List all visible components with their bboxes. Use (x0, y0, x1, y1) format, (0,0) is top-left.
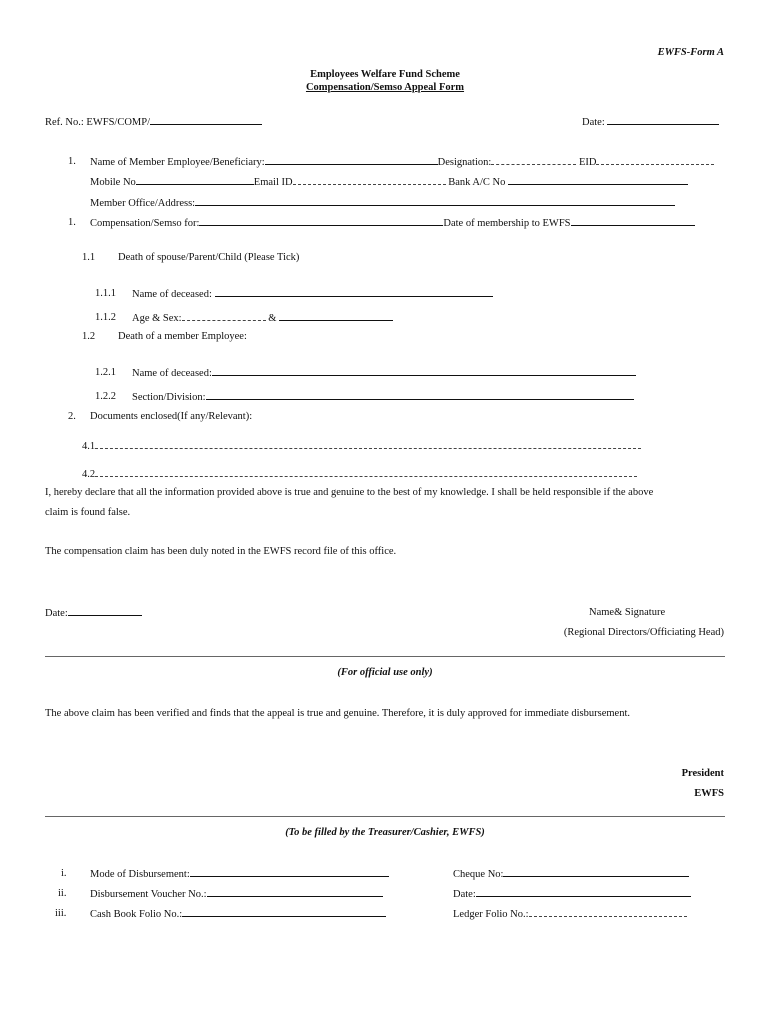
deceased-name-row: Name of deceased: (132, 287, 493, 301)
membership-date-input[interactable] (571, 216, 695, 226)
document-1-input[interactable] (95, 439, 641, 449)
president-label: President (681, 768, 724, 779)
form-title: Employees Welfare Fund Scheme (310, 69, 460, 80)
voucher-date-row: Date: (453, 887, 691, 901)
sub-1-1-2-number: 1.1.2 (95, 312, 116, 323)
row-ii-number: ii. (58, 888, 67, 899)
sex-input[interactable] (279, 311, 393, 321)
voucher-no-input[interactable] (207, 887, 383, 897)
form-subtitle: Compensation/Semso Appeal Form (305, 82, 465, 93)
designation-input[interactable] (491, 155, 576, 165)
noted-statement: The compensation claim has been duly noted in the EWFS record file of this office. (45, 546, 397, 557)
document-1-row: 4.1 (82, 439, 641, 453)
cheque-no-row: Cheque No: (453, 867, 689, 881)
eid-input[interactable] (596, 155, 714, 165)
form-code: EWFS-Form A (657, 47, 724, 58)
deceased-name-input[interactable] (215, 287, 493, 297)
contact-row: Mobile No Email ID Bank A/C No (90, 175, 688, 189)
employee-deceased-row: Name of deceased: (132, 366, 636, 380)
ref-no-input[interactable] (150, 115, 262, 125)
disbursement-mode-input[interactable] (190, 867, 389, 877)
mobile-input[interactable] (136, 175, 254, 185)
document-2-input[interactable] (95, 467, 637, 477)
employee-deceased-input[interactable] (212, 366, 636, 376)
ref-no-field: Ref. No.: EWFS/COMP/ (45, 115, 262, 129)
row-i-number: i. (61, 868, 67, 879)
declaration-line-1: I, hereby declare that all the information provided above is true and genuine to the best of my knowledge. I shall be held responsible if the above (45, 487, 654, 498)
compensation-row: Compensation/Semso for: Date of membership to EWFS (90, 216, 695, 230)
sub-1-2-1-number: 1.2.1 (95, 367, 116, 378)
sub-1-2-2-number: 1.2.2 (95, 391, 116, 402)
declaration-line-2: claim is found false. (45, 507, 131, 518)
ewfs-label: EWFS (694, 788, 724, 799)
section-2-number: 1. (68, 217, 76, 228)
bank-account-input[interactable] (508, 175, 688, 185)
compensation-input[interactable] (199, 216, 443, 226)
date-2-input[interactable] (68, 606, 142, 616)
sub-1-2-label: Death of a member Employee: (118, 331, 247, 342)
divider-2 (45, 816, 725, 817)
sub-1-1-number: 1.1 (82, 252, 96, 263)
office-row: Member Office/Address: (90, 196, 675, 210)
voucher-date-input[interactable] (476, 887, 691, 897)
sub-1-1-label[interactable]: Death of spouse/Parent/Child (Please Tick) (118, 252, 300, 263)
member-name-row: Name of Member Employee/Beneficiary: Designation: EID (90, 155, 714, 169)
sign-sub-label: (Regional Directors/Officiating Head) (563, 627, 724, 638)
date-input[interactable] (607, 115, 719, 125)
ledger-folio-input[interactable] (529, 907, 687, 917)
voucher-no-row: Disbursement Voucher No.: (90, 887, 383, 901)
section-3-number: 2. (68, 411, 76, 422)
ledger-folio-row: Ledger Folio No.: (453, 907, 687, 921)
sub-1-2-number: 1.2 (82, 331, 96, 342)
section-division-input[interactable] (206, 390, 634, 400)
divider-1 (45, 656, 725, 657)
treasurer-heading: (To be filled by the Treasurer/Cashier, EWFS) (285, 827, 485, 838)
sub-1-1-1-number: 1.1.1 (95, 288, 116, 299)
section-division-row: Section/Division: (132, 390, 634, 404)
documents-label: Documents enclosed(If any/Relevant): (90, 411, 253, 422)
date-2-field: Date: (45, 606, 142, 620)
sign-label: Name& Signature (589, 607, 666, 618)
section-1-number: 1. (68, 156, 76, 167)
age-input[interactable] (182, 311, 266, 321)
row-iii-number: iii. (55, 908, 67, 919)
age-sex-row: Age & Sex: & (132, 311, 393, 325)
disbursement-mode-row: Mode of Disbursement: (90, 867, 389, 881)
cash-book-row: Cash Book Folio No.: (90, 907, 386, 921)
email-input[interactable] (293, 175, 446, 185)
document-2-row: 4.2 (82, 467, 637, 481)
cheque-no-input[interactable] (503, 867, 689, 877)
verified-statement: The above claim has been verified and finds that the appeal is true and genuine. Therefore, it is duly approved for immediate disbursement. (45, 708, 630, 719)
official-use-heading: (For official use only) (337, 667, 433, 678)
member-name-input[interactable] (265, 155, 438, 165)
office-input[interactable] (195, 196, 675, 206)
date-field: Date: (582, 115, 719, 129)
cash-book-input[interactable] (182, 907, 386, 917)
